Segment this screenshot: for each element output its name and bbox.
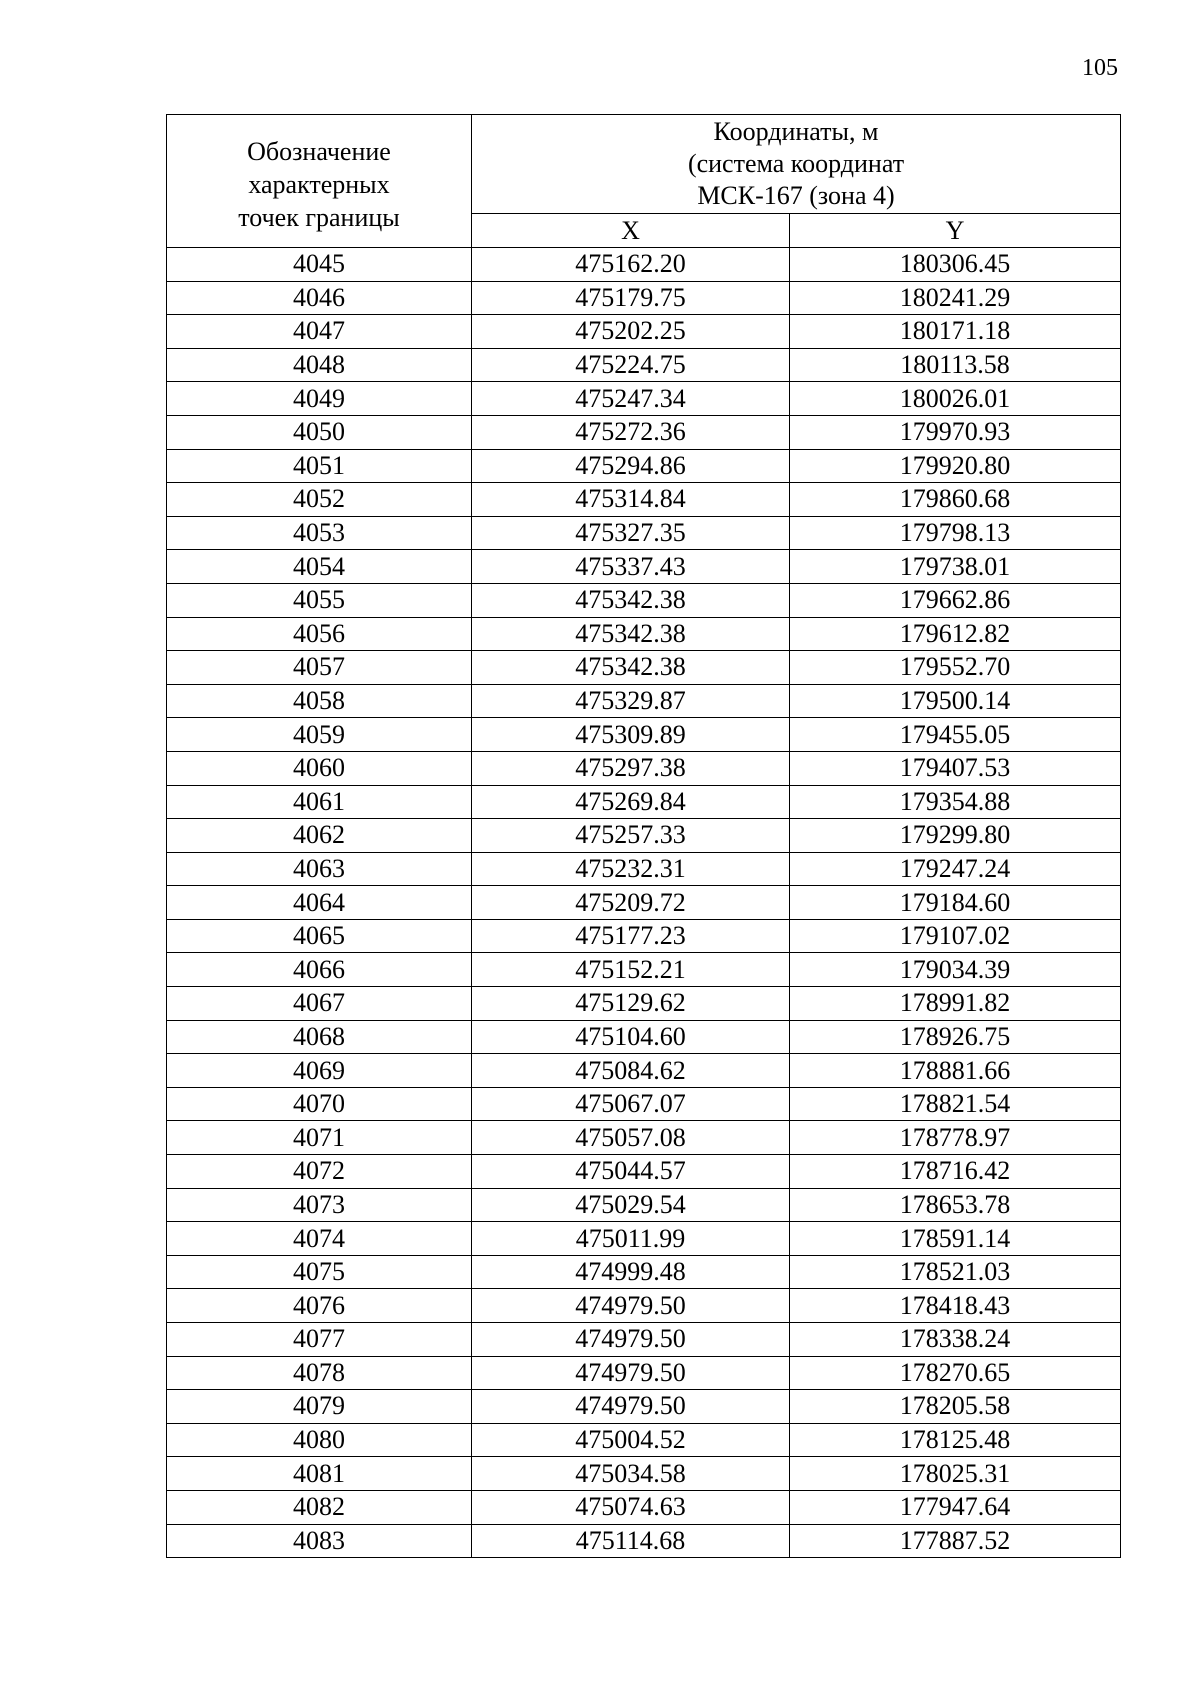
table-row [167, 415, 1121, 449]
table-row [167, 1255, 1121, 1289]
table-row [167, 483, 1121, 517]
table-row [167, 819, 1121, 853]
table-row [167, 248, 1121, 282]
y-coordinate-cell: 178591.14 [790, 1222, 1121, 1256]
x-coordinate-cell: 475337.43 [472, 550, 790, 584]
coordinates-header [472, 115, 1121, 214]
x-coordinate-cell: 475342.38 [472, 651, 790, 685]
table-row [167, 1020, 1121, 1054]
point-id-cell: 4082 [167, 1490, 472, 1524]
point-id-cell: 4069 [167, 1054, 472, 1088]
y-coordinate-cell: 179354.88 [790, 785, 1121, 819]
x-coordinate-cell: 475247.34 [472, 382, 790, 416]
x-coordinate-cell: 475257.33 [472, 819, 790, 853]
y-coordinate-cell: 178025.31 [790, 1457, 1121, 1491]
table-row [167, 348, 1121, 382]
table-row [167, 1423, 1121, 1457]
table-row [167, 516, 1121, 550]
y-coordinate-cell: 178125.48 [790, 1423, 1121, 1457]
table-row [167, 651, 1121, 685]
point-id-cell: 4075 [167, 1255, 472, 1289]
point-id-cell: 4071 [167, 1121, 472, 1155]
table-row [167, 1323, 1121, 1357]
y-coordinate-cell: 179107.02 [790, 919, 1121, 953]
x-coordinate-cell: 475057.08 [472, 1121, 790, 1155]
header-line: точек границы [238, 202, 400, 232]
x-coordinate-cell: 475232.31 [472, 852, 790, 886]
table-row [167, 1524, 1121, 1558]
table-row [167, 1490, 1121, 1524]
x-coordinate-cell: 475294.86 [472, 449, 790, 483]
x-coordinate-cell: 475067.07 [472, 1087, 790, 1121]
x-coordinate-cell: 475011.99 [472, 1222, 790, 1256]
x-coordinate-cell: 475202.25 [472, 315, 790, 349]
x-coordinate-cell: 475309.89 [472, 718, 790, 752]
table-row [167, 953, 1121, 987]
point-id-cell: 4070 [167, 1087, 472, 1121]
point-id-cell: 4081 [167, 1457, 472, 1491]
y-coordinate-cell: 180113.58 [790, 348, 1121, 382]
table-header [167, 115, 1121, 248]
table-row [167, 315, 1121, 349]
x-coordinate-cell: 475029.54 [472, 1188, 790, 1222]
point-id-cell: 4049 [167, 382, 472, 416]
table-row [167, 684, 1121, 718]
x-coordinate-cell: 474999.48 [472, 1255, 790, 1289]
table-row [167, 1457, 1121, 1491]
x-coordinate-cell: 475162.20 [472, 248, 790, 282]
point-id-cell: 4054 [167, 550, 472, 584]
x-coordinate-cell: 475297.38 [472, 751, 790, 785]
x-coordinate-cell: 475104.60 [472, 1020, 790, 1054]
x-coordinate-cell: 475152.21 [472, 953, 790, 987]
header-line: (система координат [687, 149, 905, 178]
header-line: Координаты, м [713, 117, 879, 146]
table-row [167, 617, 1121, 651]
table-row [167, 583, 1121, 617]
y-coordinate-cell: 179738.01 [790, 550, 1121, 584]
y-coordinate-cell: 179500.14 [790, 684, 1121, 718]
y-coordinate-cell: 179798.13 [790, 516, 1121, 550]
table-row [167, 1356, 1121, 1390]
point-id-cell: 4080 [167, 1423, 472, 1457]
point-id-cell: 4057 [167, 651, 472, 685]
point-id-cell: 4077 [167, 1323, 472, 1357]
y-coordinate-cell: 178338.24 [790, 1323, 1121, 1357]
x-coordinate-cell: 475342.38 [472, 583, 790, 617]
table-row [167, 382, 1121, 416]
y-coordinate-cell: 179299.80 [790, 819, 1121, 853]
table-row [167, 1087, 1121, 1121]
y-coordinate-cell: 179662.86 [790, 583, 1121, 617]
page-number: 105 [1082, 55, 1118, 81]
x-column-header: X [472, 214, 790, 248]
y-coordinate-cell: 178205.58 [790, 1390, 1121, 1424]
table-row [167, 550, 1121, 584]
table-row [167, 1188, 1121, 1222]
y-coordinate-cell: 180026.01 [790, 382, 1121, 416]
table-row [167, 751, 1121, 785]
point-id-cell: 4060 [167, 751, 472, 785]
point-id-cell: 4066 [167, 953, 472, 987]
y-coordinate-cell: 178653.78 [790, 1188, 1121, 1222]
y-coordinate-cell: 178881.66 [790, 1054, 1121, 1088]
x-coordinate-cell: 475034.58 [472, 1457, 790, 1491]
y-coordinate-cell: 180241.29 [790, 281, 1121, 315]
x-coordinate-cell: 475269.84 [472, 785, 790, 819]
y-coordinate-cell: 179184.60 [790, 886, 1121, 920]
table-body [167, 248, 1121, 1558]
header-line: характерных [248, 169, 390, 199]
y-coordinate-cell: 178521.03 [790, 1255, 1121, 1289]
point-id-cell: 4074 [167, 1222, 472, 1256]
x-coordinate-cell: 475044.57 [472, 1155, 790, 1189]
x-coordinate-cell: 474979.50 [472, 1323, 790, 1357]
y-coordinate-cell: 180171.18 [790, 315, 1121, 349]
table-row [167, 1121, 1121, 1155]
x-coordinate-cell: 475224.75 [472, 348, 790, 382]
y-coordinate-cell: 179455.05 [790, 718, 1121, 752]
table-row [167, 1390, 1121, 1424]
x-coordinate-cell: 475342.38 [472, 617, 790, 651]
x-coordinate-cell: 475314.84 [472, 483, 790, 517]
point-id-cell: 4058 [167, 684, 472, 718]
y-coordinate-cell: 179860.68 [790, 483, 1121, 517]
table-row [167, 449, 1121, 483]
y-coordinate-cell: 179034.39 [790, 953, 1121, 987]
x-coordinate-cell: 475329.87 [472, 684, 790, 718]
point-id-cell: 4068 [167, 1020, 472, 1054]
point-id-cell: 4072 [167, 1155, 472, 1189]
y-coordinate-cell: 179612.82 [790, 617, 1121, 651]
x-coordinate-cell: 475004.52 [472, 1423, 790, 1457]
table-row [167, 1155, 1121, 1189]
x-coordinate-cell: 474979.50 [472, 1356, 790, 1390]
y-coordinate-cell: 180306.45 [790, 248, 1121, 282]
point-id-cell: 4076 [167, 1289, 472, 1323]
table-row [167, 785, 1121, 819]
point-id-cell: 4067 [167, 987, 472, 1021]
x-coordinate-cell: 474979.50 [472, 1390, 790, 1424]
x-coordinate-cell: 475209.72 [472, 886, 790, 920]
point-id-cell: 4047 [167, 315, 472, 349]
table-row [167, 919, 1121, 953]
y-coordinate-cell: 179247.24 [790, 852, 1121, 886]
table-row [167, 718, 1121, 752]
point-id-cell: 4046 [167, 281, 472, 315]
x-coordinate-cell: 475129.62 [472, 987, 790, 1021]
y-coordinate-cell: 179552.70 [790, 651, 1121, 685]
point-id-cell: 4079 [167, 1390, 472, 1424]
y-coordinate-cell: 179970.93 [790, 415, 1121, 449]
y-coordinate-cell: 179407.53 [790, 751, 1121, 785]
x-coordinate-cell: 475114.68 [472, 1524, 790, 1558]
point-id-cell: 4050 [167, 415, 472, 449]
point-id-cell: 4055 [167, 583, 472, 617]
y-coordinate-cell: 179920.80 [790, 449, 1121, 483]
point-id-cell: 4078 [167, 1356, 472, 1390]
y-column-header: Y [790, 214, 1121, 248]
header-line: МСК-167 (зона 4) [697, 181, 895, 210]
x-coordinate-cell: 475179.75 [472, 281, 790, 315]
point-id-cell: 4083 [167, 1524, 472, 1558]
y-coordinate-cell: 178270.65 [790, 1356, 1121, 1390]
y-coordinate-cell: 177947.64 [790, 1490, 1121, 1524]
table-row [167, 886, 1121, 920]
x-coordinate-cell: 475272.36 [472, 415, 790, 449]
y-coordinate-cell: 178716.42 [790, 1155, 1121, 1189]
x-coordinate-cell: 475327.35 [472, 516, 790, 550]
table-row [167, 1289, 1121, 1323]
table-row [167, 1054, 1121, 1088]
y-coordinate-cell: 178926.75 [790, 1020, 1121, 1054]
y-coordinate-cell: 178821.54 [790, 1087, 1121, 1121]
table-row [167, 852, 1121, 886]
point-designation-header [167, 115, 472, 248]
point-id-cell: 4056 [167, 617, 472, 651]
table-row [167, 987, 1121, 1021]
point-id-cell: 4063 [167, 852, 472, 886]
point-id-cell: 4065 [167, 919, 472, 953]
x-coordinate-cell: 475177.23 [472, 919, 790, 953]
point-id-cell: 4053 [167, 516, 472, 550]
table-row [167, 1222, 1121, 1256]
point-id-cell: 4048 [167, 348, 472, 382]
point-id-cell: 4062 [167, 819, 472, 853]
point-id-cell: 4059 [167, 718, 472, 752]
point-id-cell: 4073 [167, 1188, 472, 1222]
x-coordinate-cell: 474979.50 [472, 1289, 790, 1323]
point-id-cell: 4051 [167, 449, 472, 483]
y-coordinate-cell: 178418.43 [790, 1289, 1121, 1323]
y-coordinate-cell: 177887.52 [790, 1524, 1121, 1558]
x-coordinate-cell: 475074.63 [472, 1490, 790, 1524]
coordinates-table [166, 114, 1121, 1558]
y-coordinate-cell: 178991.82 [790, 987, 1121, 1021]
point-id-cell: 4045 [167, 248, 472, 282]
point-id-cell: 4064 [167, 886, 472, 920]
header-line: Обозначение [247, 136, 391, 166]
table-row [167, 281, 1121, 315]
x-coordinate-cell: 475084.62 [472, 1054, 790, 1088]
y-coordinate-cell: 178778.97 [790, 1121, 1121, 1155]
point-id-cell: 4061 [167, 785, 472, 819]
point-id-cell: 4052 [167, 483, 472, 517]
